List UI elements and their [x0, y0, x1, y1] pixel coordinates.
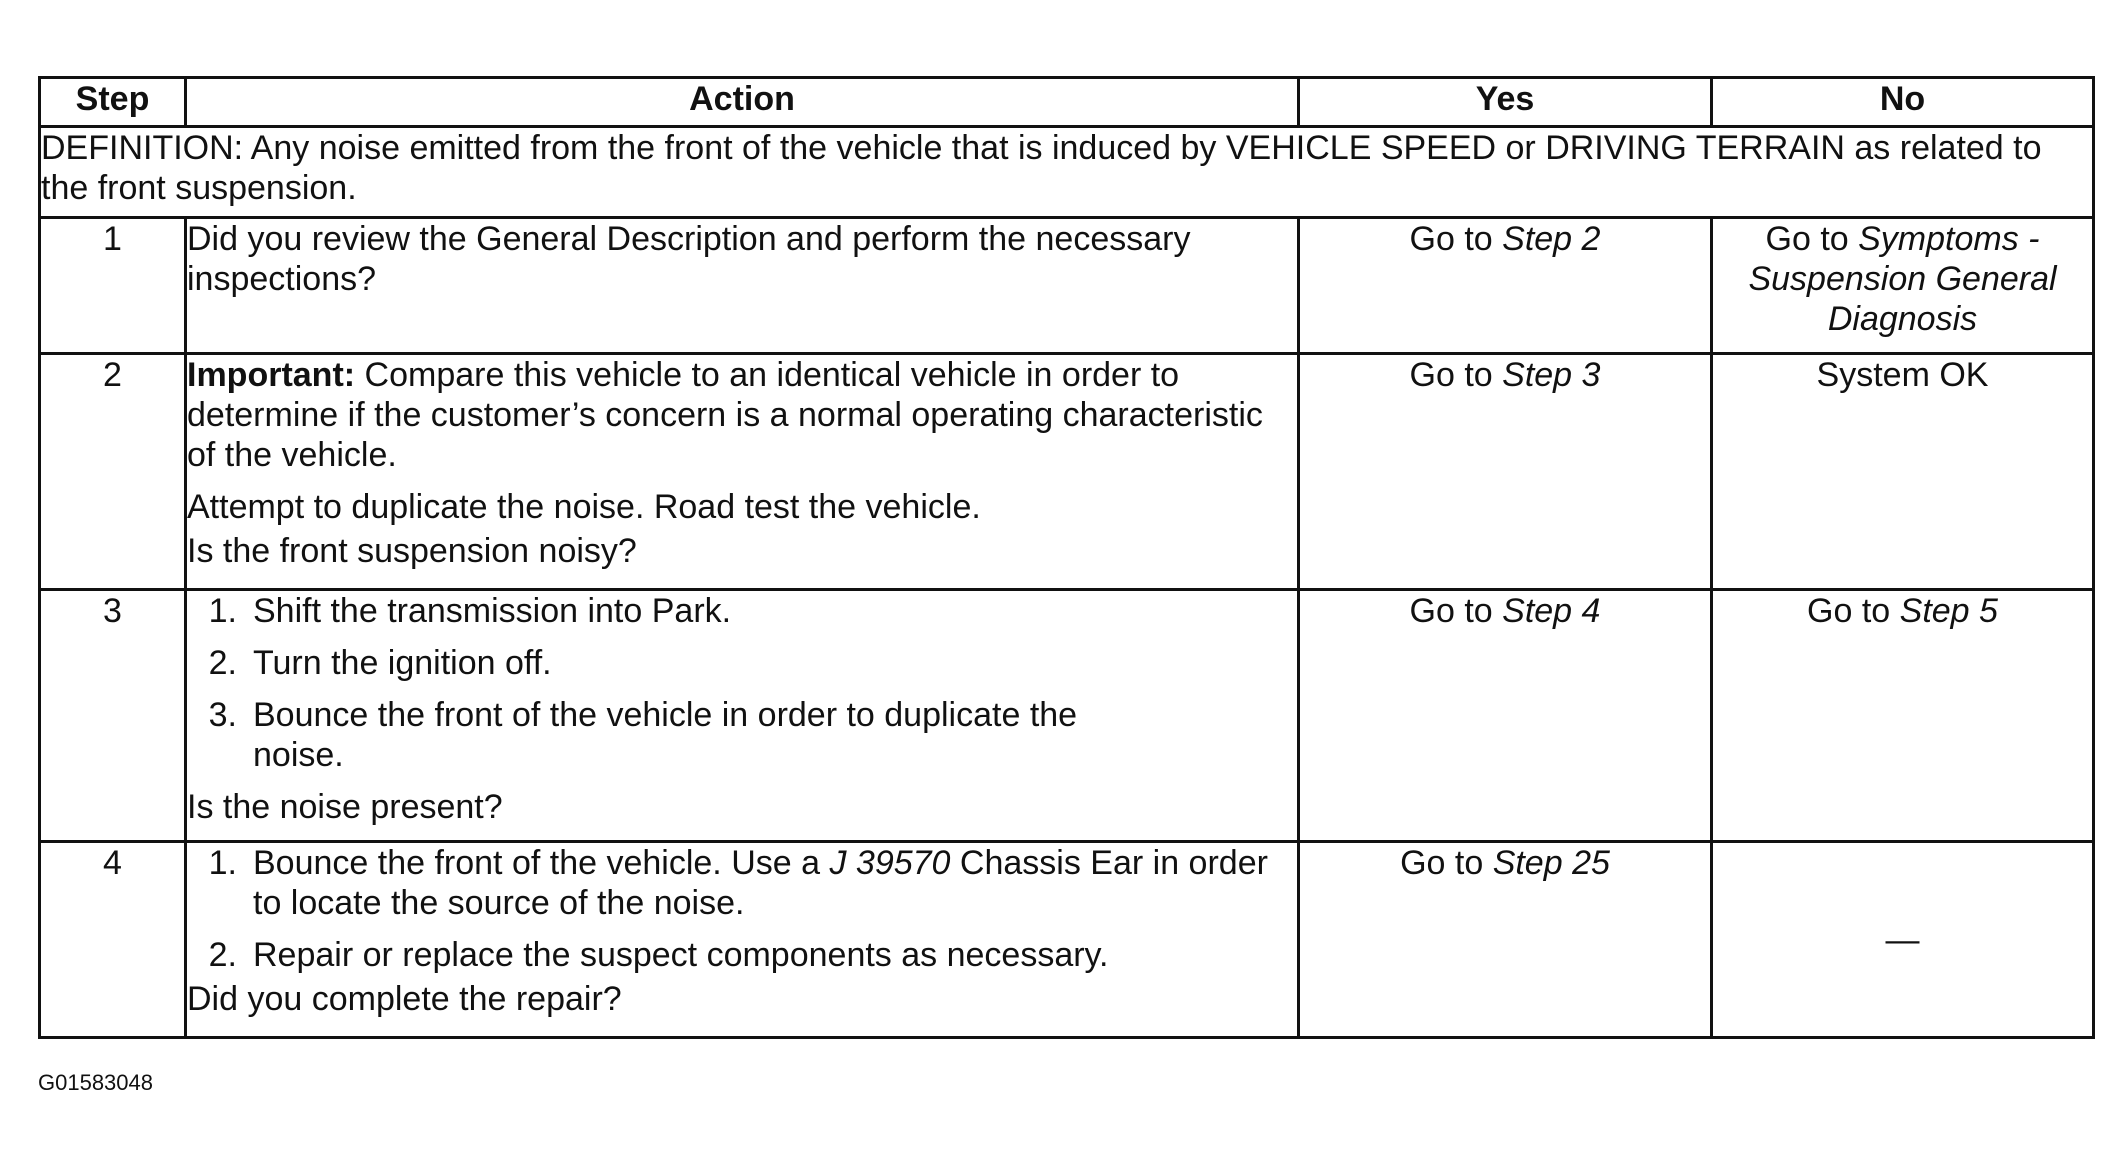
list-item-number: 1.	[208, 844, 237, 882]
list-item-text	[253, 843, 1297, 923]
list-item-number: 1.	[208, 592, 237, 630]
action-question: Did you review the General Description and perform the necessary inspections?	[187, 220, 1191, 298]
list-item	[187, 935, 1297, 975]
step-number: 2	[40, 354, 186, 590]
diagnostic-document	[38, 76, 2092, 1039]
list-item-text: Repair or replace the suspect components as necessary.	[253, 936, 1109, 974]
header-step: Step	[40, 78, 186, 127]
tool-reference: J 39570	[829, 844, 951, 882]
step-number: 3	[40, 590, 186, 842]
no-cell	[1712, 218, 2094, 354]
no-prefix: Go to	[1807, 592, 1900, 630]
action-instruction: Attempt to duplicate the noise. Road test the vehicle.	[187, 488, 981, 526]
list-item	[187, 591, 1297, 631]
yes-prefix: Go to	[1400, 844, 1493, 882]
list-item-text: Bounce the front of the vehicle in order to duplicate the noise.	[253, 696, 1078, 774]
action-steps-list	[187, 591, 1297, 775]
header-no: No	[1712, 78, 2094, 127]
list-item-text-pre: Bounce the front of the vehicle. Use a	[253, 844, 830, 882]
no-prefix: Go to	[1765, 220, 1859, 258]
no-cell	[1712, 842, 2094, 1038]
list-item	[187, 843, 1297, 923]
important-text: Compare this vehicle to an identical vehicle in order to determine if the customer’s concern is a normal operating characteristic of the vehicle.	[187, 356, 1263, 474]
no-result: System OK	[1816, 356, 1989, 394]
yes-cell	[1299, 590, 1712, 842]
yes-prefix: Go to	[1409, 592, 1503, 630]
action-cell	[186, 842, 1299, 1038]
action-question: Did you complete the repair?	[187, 980, 622, 1018]
no-result-dash: —	[1885, 920, 1920, 959]
yes-cell	[1299, 842, 1712, 1038]
important-note	[187, 355, 1297, 475]
table-row-step-2	[40, 354, 2094, 590]
step-number: 4	[40, 842, 186, 1038]
table-row-step-1	[40, 218, 2094, 354]
action-question: Is the front suspension noisy?	[187, 532, 637, 570]
list-item-number: 2.	[208, 936, 237, 974]
header-row	[40, 78, 2094, 127]
important-label: Important:	[187, 356, 356, 394]
yes-step-link[interactable]: Step 2	[1502, 220, 1601, 258]
list-item	[187, 695, 1297, 775]
yes-cell	[1299, 354, 1712, 590]
yes-step-link[interactable]: Step 3	[1502, 356, 1601, 394]
yes-step-link[interactable]: Step 25	[1492, 844, 1610, 882]
table-row-step-4	[40, 842, 2094, 1038]
table-row-step-3	[40, 590, 2094, 842]
list-item-text-post: Chassis Ear in order to locate the source of the noise.	[253, 844, 1268, 922]
yes-prefix: Go to	[1409, 356, 1503, 394]
step-number: 1	[40, 218, 186, 354]
no-symptoms-link[interactable]: Symptoms - Suspension General Diagnosis	[1748, 220, 2057, 338]
yes-cell	[1299, 218, 1712, 354]
no-step-link[interactable]: Step 5	[1899, 592, 1998, 630]
figure-id: G01583048	[38, 1070, 153, 1095]
action-cell	[186, 590, 1299, 842]
action-cell	[186, 218, 1299, 354]
header-action: Action	[186, 78, 1299, 127]
yes-prefix: Go to	[1409, 220, 1503, 258]
list-item-number: 2.	[208, 644, 237, 682]
action-question: Is the noise present?	[187, 788, 503, 826]
list-item-text: Turn the ignition off.	[253, 644, 552, 682]
action-cell	[186, 354, 1299, 590]
list-item	[187, 643, 1297, 683]
list-item-text: Shift the transmission into Park.	[253, 592, 732, 630]
definition-row	[40, 127, 2094, 218]
list-item-number: 3.	[208, 696, 237, 734]
diagnostic-table	[38, 76, 2095, 1039]
no-cell	[1712, 590, 2094, 842]
no-cell	[1712, 354, 2094, 590]
action-steps-list	[187, 843, 1297, 975]
yes-step-link[interactable]: Step 4	[1502, 592, 1601, 630]
definition-text: DEFINITION: Any noise emitted from the front of the vehicle that is induced by VEHICLE SPEED or DRIVING TERRAIN as related to the front suspension.	[40, 127, 2094, 218]
header-yes: Yes	[1299, 78, 1712, 127]
